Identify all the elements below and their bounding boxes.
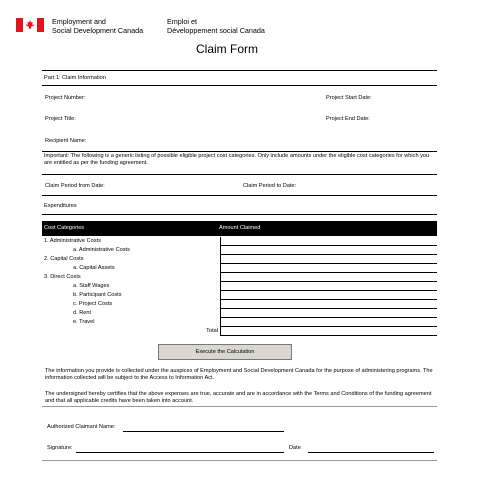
category-row: 2. Capital Costs [44, 256, 84, 262]
divider [42, 85, 437, 86]
signature-field[interactable] [76, 452, 284, 453]
org-fr-line1: Emploi et [167, 17, 197, 26]
amount-input-capital[interactable] [220, 264, 437, 273]
amount-input-travel[interactable] [220, 318, 437, 327]
project-start-date-label: Project Start Date: [326, 95, 372, 101]
claimant-name-field[interactable] [123, 431, 284, 432]
org-en-line2: Social Development Canada [52, 26, 144, 35]
expenditures-heading: Expenditures [44, 203, 77, 209]
category-row: d. Rent [73, 310, 92, 316]
divider [42, 70, 437, 71]
expenditures-table-header [42, 221, 437, 236]
certification-note: The undersigned hereby certifies that the above expenses are true, accurate and are in accordance with the Terms and Conditions of the funding agreement and that all applicable credits have been taken into account. [45, 391, 432, 405]
form-title: Claim Form [196, 42, 258, 56]
claim-period-to-label: Claim Period to Date: [243, 183, 297, 189]
category-row: b. Participant Costs [73, 292, 122, 298]
divider [42, 174, 437, 175]
canada-flag-icon [16, 18, 44, 32]
divider [42, 460, 437, 461]
category-row: a. Staff Wages [73, 283, 110, 289]
category-row: a. Administrative Costs [73, 247, 130, 253]
org-name-english [52, 17, 143, 35]
divider [42, 195, 437, 196]
amount-input-staff-wages[interactable] [220, 282, 437, 291]
category-row: c. Project Costs [73, 301, 113, 307]
important-note: Important: The following is a generic listing of possible eligible project cost categories. Only include amounts under the eligible cost categories for which you are entitled as per the funding agreement. [44, 153, 430, 167]
execute-calculation-button[interactable]: Execute the Calculation [158, 344, 292, 360]
category-row: 3. Direct Costs [44, 274, 81, 280]
category-row: e. Travel [73, 319, 95, 325]
claim-period-from-label: Claim Period from Date: [45, 183, 105, 189]
date-label: Date [289, 445, 301, 451]
col-cost-categories: Cost Categories [44, 225, 85, 231]
org-name-french [167, 17, 265, 35]
amount-input-project-costs[interactable] [220, 300, 437, 309]
privacy-note: The information you provide is collected under the auspices of Employment and Social Development Canada for the purpose of administering programs. The information collected will be subject to the Access to Information Act. [45, 368, 433, 382]
amount-input-capital-header [220, 255, 437, 264]
amount-input-participant-costs[interactable] [220, 291, 437, 300]
amount-input-rent[interactable] [220, 309, 437, 318]
amount-input-admin-header [220, 237, 437, 246]
category-row: a. Capital Assets [73, 265, 115, 271]
amount-total [220, 327, 437, 336]
category-row: 1. Administrative Costs [44, 238, 101, 244]
org-fr-line2: Développement social Canada [167, 26, 265, 35]
divider [42, 406, 437, 407]
date-field[interactable] [308, 452, 434, 453]
project-title-label: Project Title: [45, 116, 76, 122]
amount-input-direct-header [220, 273, 437, 282]
project-end-date-label: Project End Date: [326, 116, 370, 122]
signature-label: Signature: [47, 445, 73, 451]
divider [42, 151, 437, 152]
org-en-line1: Employment and [52, 17, 106, 26]
divider [42, 214, 437, 215]
col-amount-claimed: Amount Claimed [219, 225, 261, 231]
recipient-name-label: Recipient Name: [45, 138, 87, 144]
amount-input-admin[interactable] [220, 246, 437, 255]
part1-heading: Part 1: Claim Information [44, 75, 106, 81]
total-label: Total [206, 328, 218, 334]
claimant-name-label: Authorized Claimant Name: [47, 424, 116, 430]
project-number-label: Project Number: [45, 95, 86, 101]
